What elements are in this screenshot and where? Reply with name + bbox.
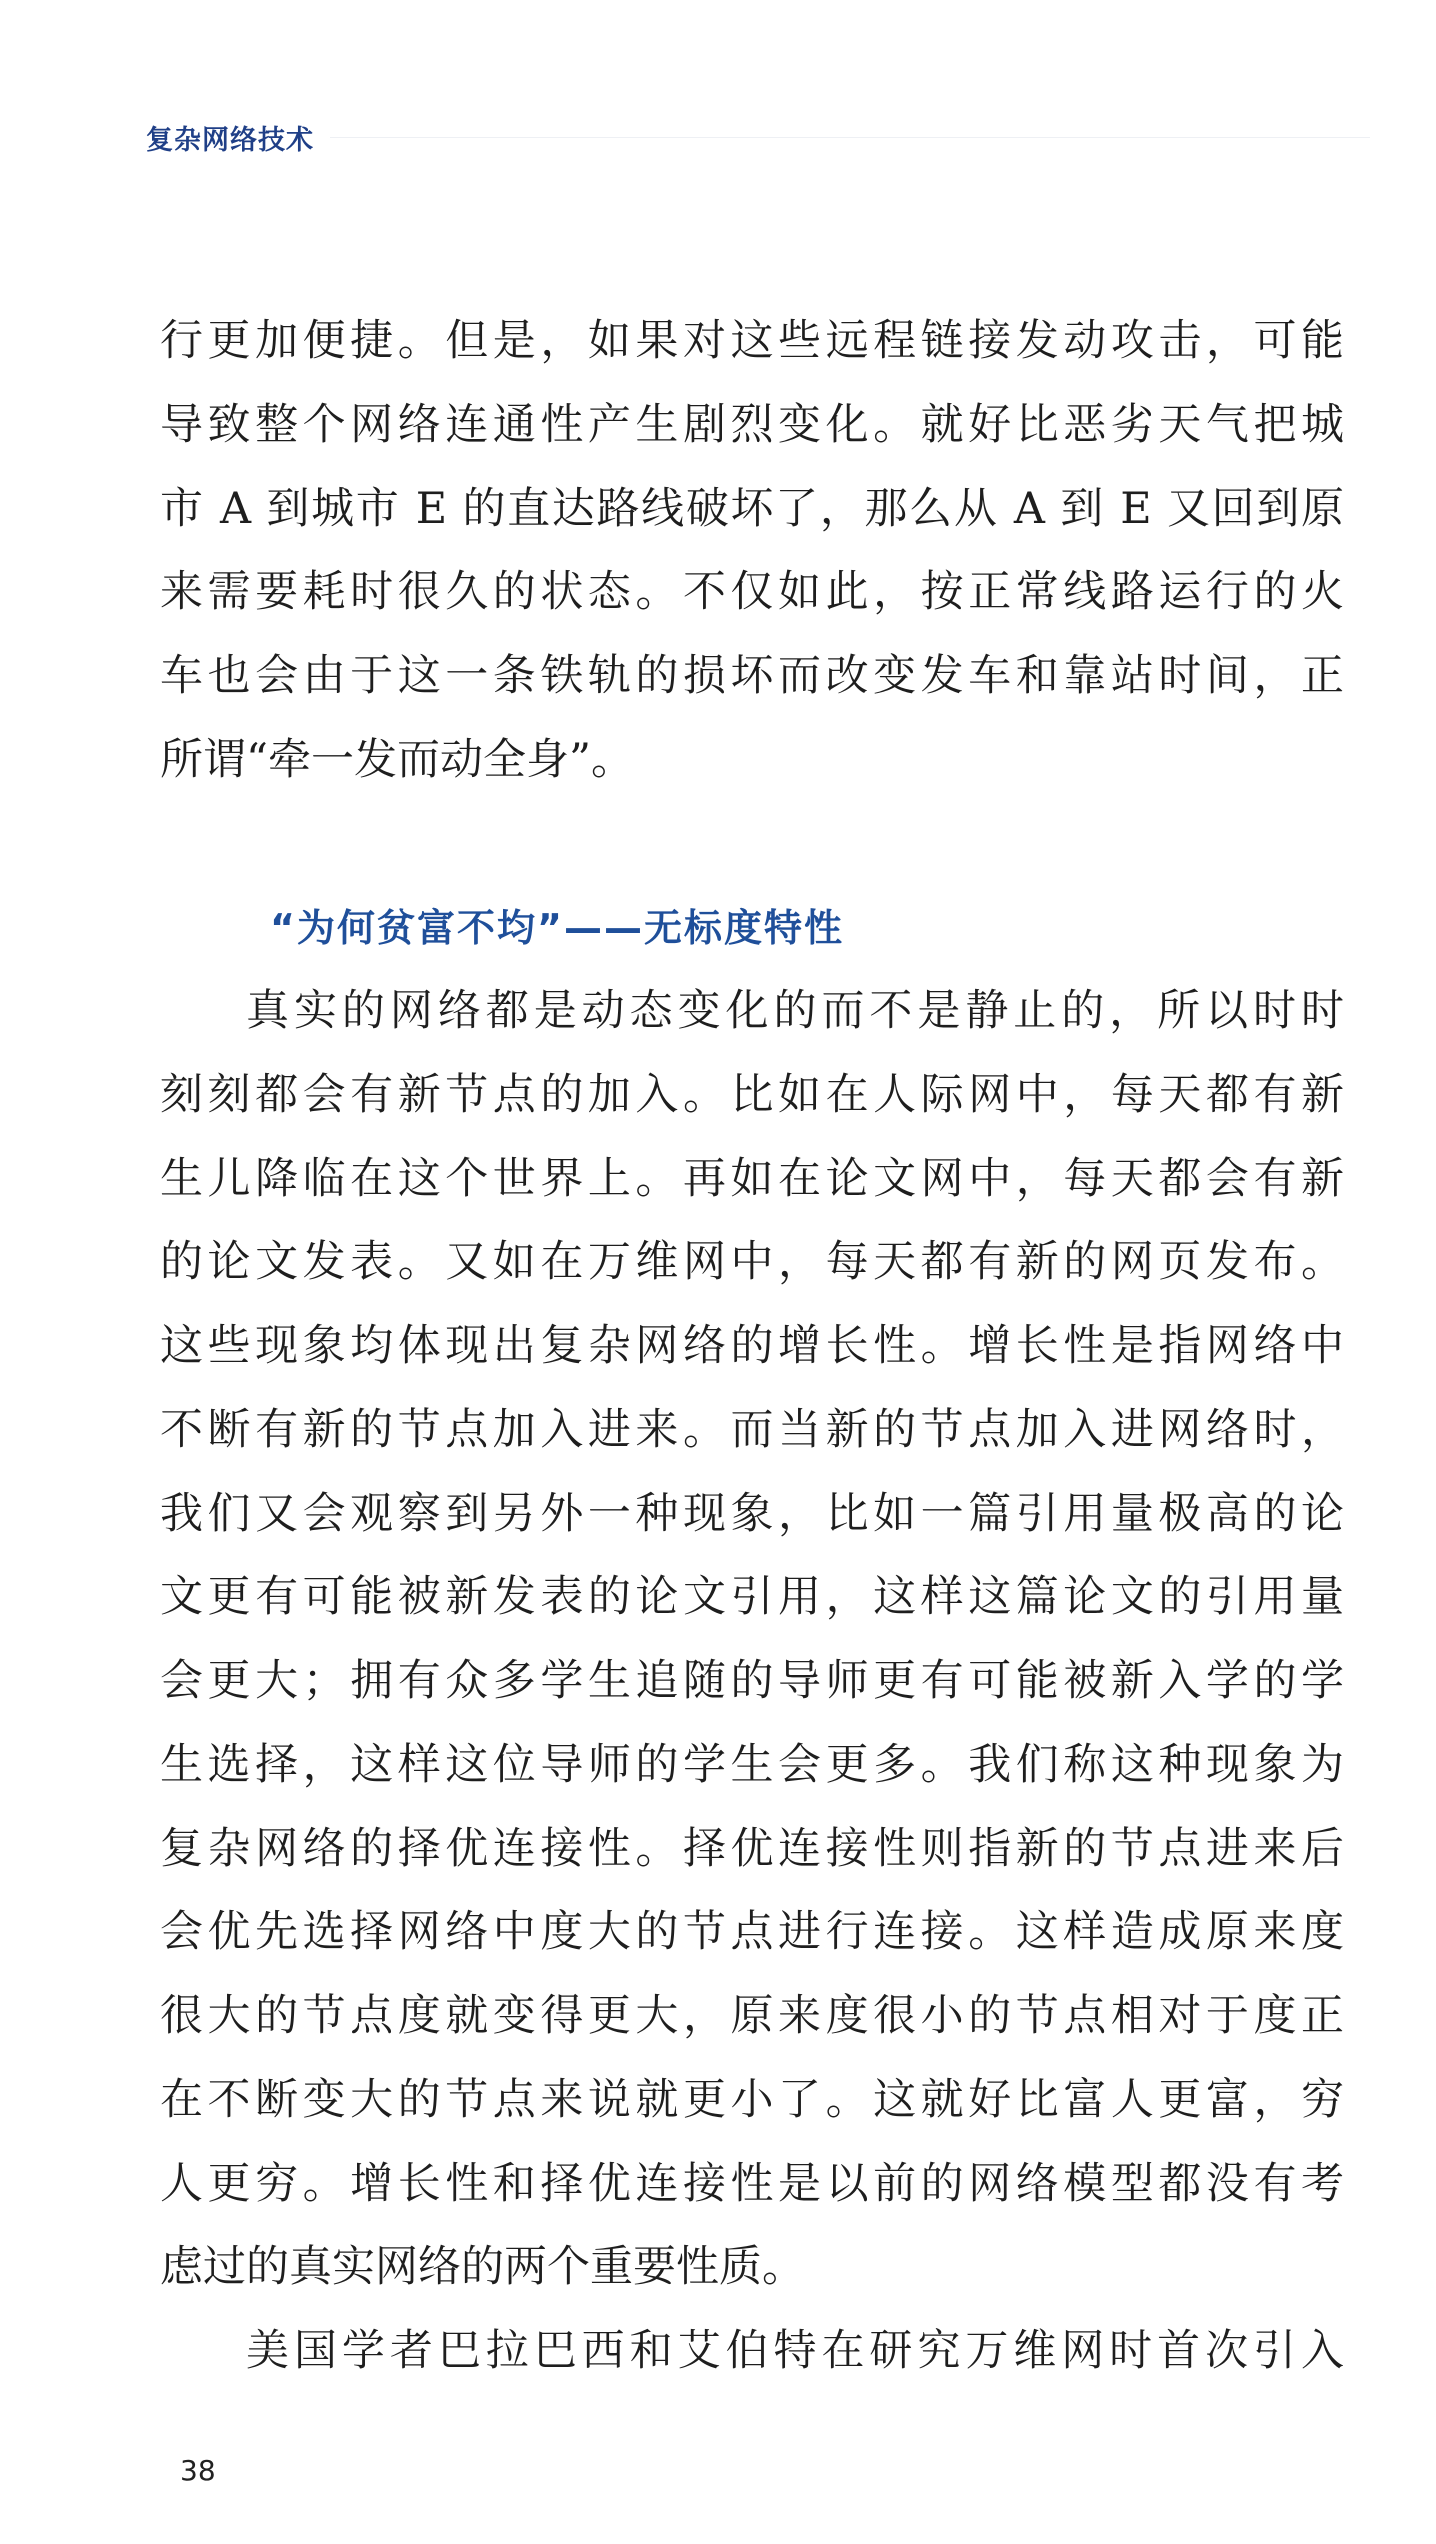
paragraph-line: 人更穷。增长性和择优连接性是以前的网络模型都没有考 <box>160 2159 1344 2209</box>
running-head-title: 复杂网络技术 <box>146 125 314 156</box>
paragraph-line: 行更加便捷。但是，如果对这些远程链接发动攻击，可能 <box>160 316 1344 366</box>
paragraph-line: 我们又会观察到另外一种现象，比如一篇引用量极高的论 <box>160 1489 1344 1539</box>
paragraph-line: 真实的网络都是动态变化的而不是静止的，所以时时 <box>246 986 1344 1036</box>
paragraph-line: 生选择，这样这位导师的学生会更多。我们称这种现象为 <box>160 1740 1344 1790</box>
paragraph-line: 文更有可能被新发表的论文引用，这样这篇论文的引用量 <box>160 1572 1344 1622</box>
paragraph-line: 生儿降临在这个世界上。再如在论文网中，每天都会有新 <box>160 1154 1344 1204</box>
paragraph-line: 复杂网络的择优连接性。择优连接性则指新的节点进来后 <box>160 1824 1344 1874</box>
section-heading: “为何贫富不均”——无标度特性 <box>270 906 844 950</box>
paragraph-line: 虑过的真实网络的两个重要性质。 <box>160 2242 805 2292</box>
paragraph-line: 美国学者巴拉巴西和艾伯特在研究万维网时首次引入 <box>246 2326 1344 2376</box>
paragraph-line: 不断有新的节点加入进来。而当新的节点加入进网络时， <box>160 1405 1344 1455</box>
page-number: 38 <box>180 2454 216 2487</box>
paragraph-line: 所谓“牵一发而动全身”。 <box>160 735 634 785</box>
header-rule <box>330 137 1370 138</box>
paragraph-line: 市 A 到城市 E 的直达路线破坏了，那么从 A 到 E 又回到原 <box>160 484 1344 534</box>
paragraph-line: 会优先选择网络中度大的节点进行连接。这样造成原来度 <box>160 1907 1344 1957</box>
paragraph-line: 会更大；拥有众多学生追随的导师更有可能被新入学的学 <box>160 1656 1344 1706</box>
paragraph-line: 这些现象均体现出复杂网络的增长性。增长性是指网络中 <box>160 1321 1344 1371</box>
paragraph-line: 很大的节点度就变得更大，原来度很小的节点相对于度正 <box>160 1991 1344 2041</box>
paragraph-line: 车也会由于这一条铁轨的损坏而改变发车和靠站时间，正 <box>160 651 1344 701</box>
paragraph-line: 来需要耗时很久的状态。不仅如此，按正常线路运行的火 <box>160 567 1344 617</box>
paragraph-line: 的论文发表。又如在万维网中，每天都有新的网页发布。 <box>160 1237 1344 1287</box>
paragraph-line: 导致整个网络连通性产生剧烈变化。就好比恶劣天气把城 <box>160 400 1344 450</box>
paragraph-line: 在不断变大的节点来说就更小了。这就好比富人更富，穷 <box>160 2075 1344 2125</box>
paragraph-line: 刻刻都会有新节点的加入。比如在人际网中，每天都有新 <box>160 1070 1344 1120</box>
